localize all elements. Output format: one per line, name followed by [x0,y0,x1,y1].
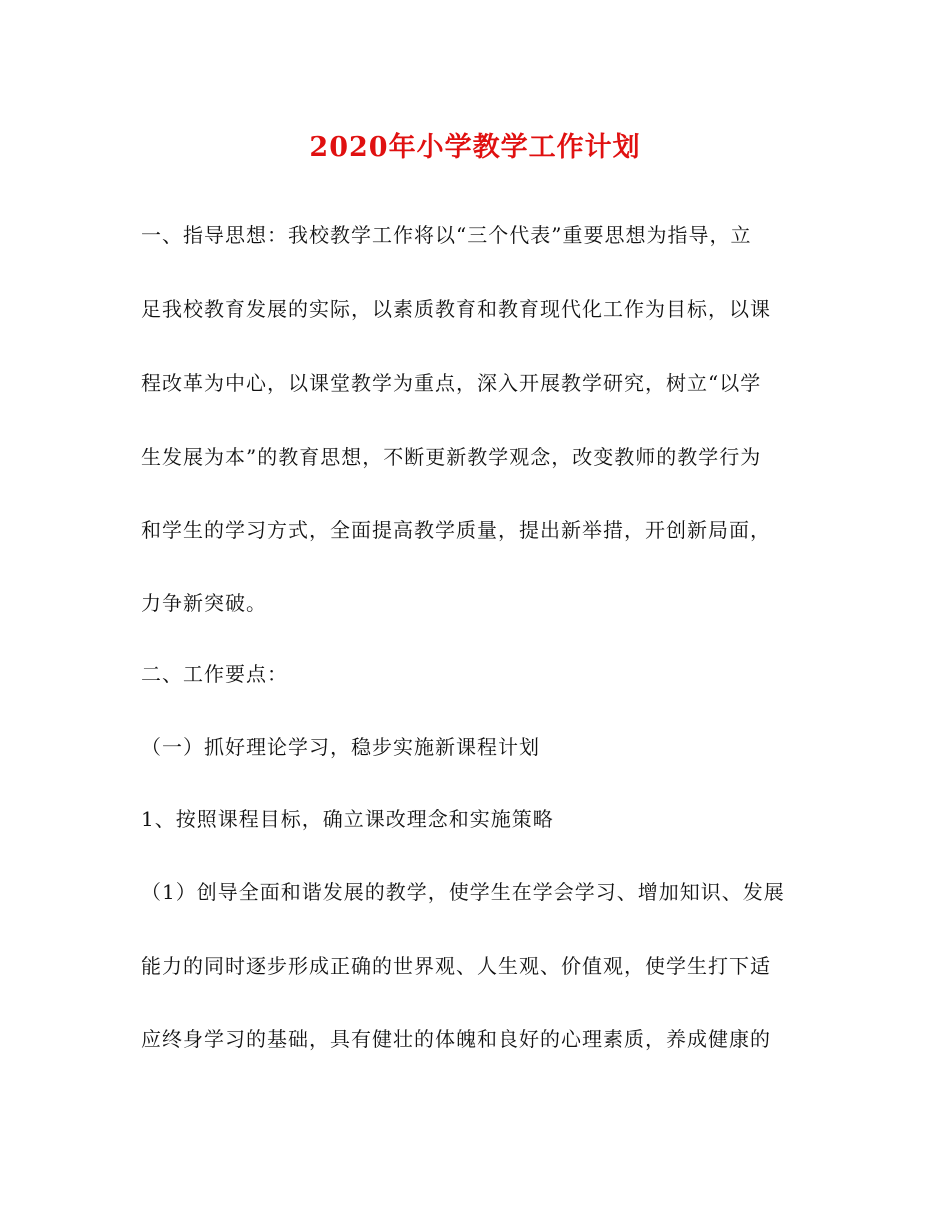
list-item-heading: 1、按照课程目标，确立课改理念和实施策略 [141,807,554,831]
body-line: 应终身学习的基础，具有健壮的体魄和良好的心理素质，养成健康的 [141,1027,771,1051]
body-line: 生发展为本”的教育思想，不断更新教学观念，改变教师的教学行为 [141,445,762,469]
body-line: （1）创导全面和谐发展的教学，使学生在学会学习、增加知识、发展 [141,880,785,904]
section-heading: 二、工作要点： [141,662,288,686]
body-line: 程改革为中心，以课堂教学为重点，深入开展教学研究，树立“以学 [141,371,762,395]
body-line: 足我校教育发展的实际，以素质教育和教育现代化工作为目标，以课 [141,297,771,321]
body-line: 和学生的学习方式，全面提高教学质量，提出新举措，开创新局面， [141,518,771,542]
body-line: 力争新突破。 [141,591,267,615]
subsection-heading: （一）抓好理论学习，稳步实施新课程计划 [141,735,540,759]
body-line: 能力的同时逐步形成正确的世界观、人生观、价值观，使学生打下适 [141,954,771,978]
body-line: 一、指导思想：我校教学工作将以“三个代表”重要思想为指导，立 [141,223,752,247]
document-title: 2020年小学教学工作计划 [309,132,641,163]
